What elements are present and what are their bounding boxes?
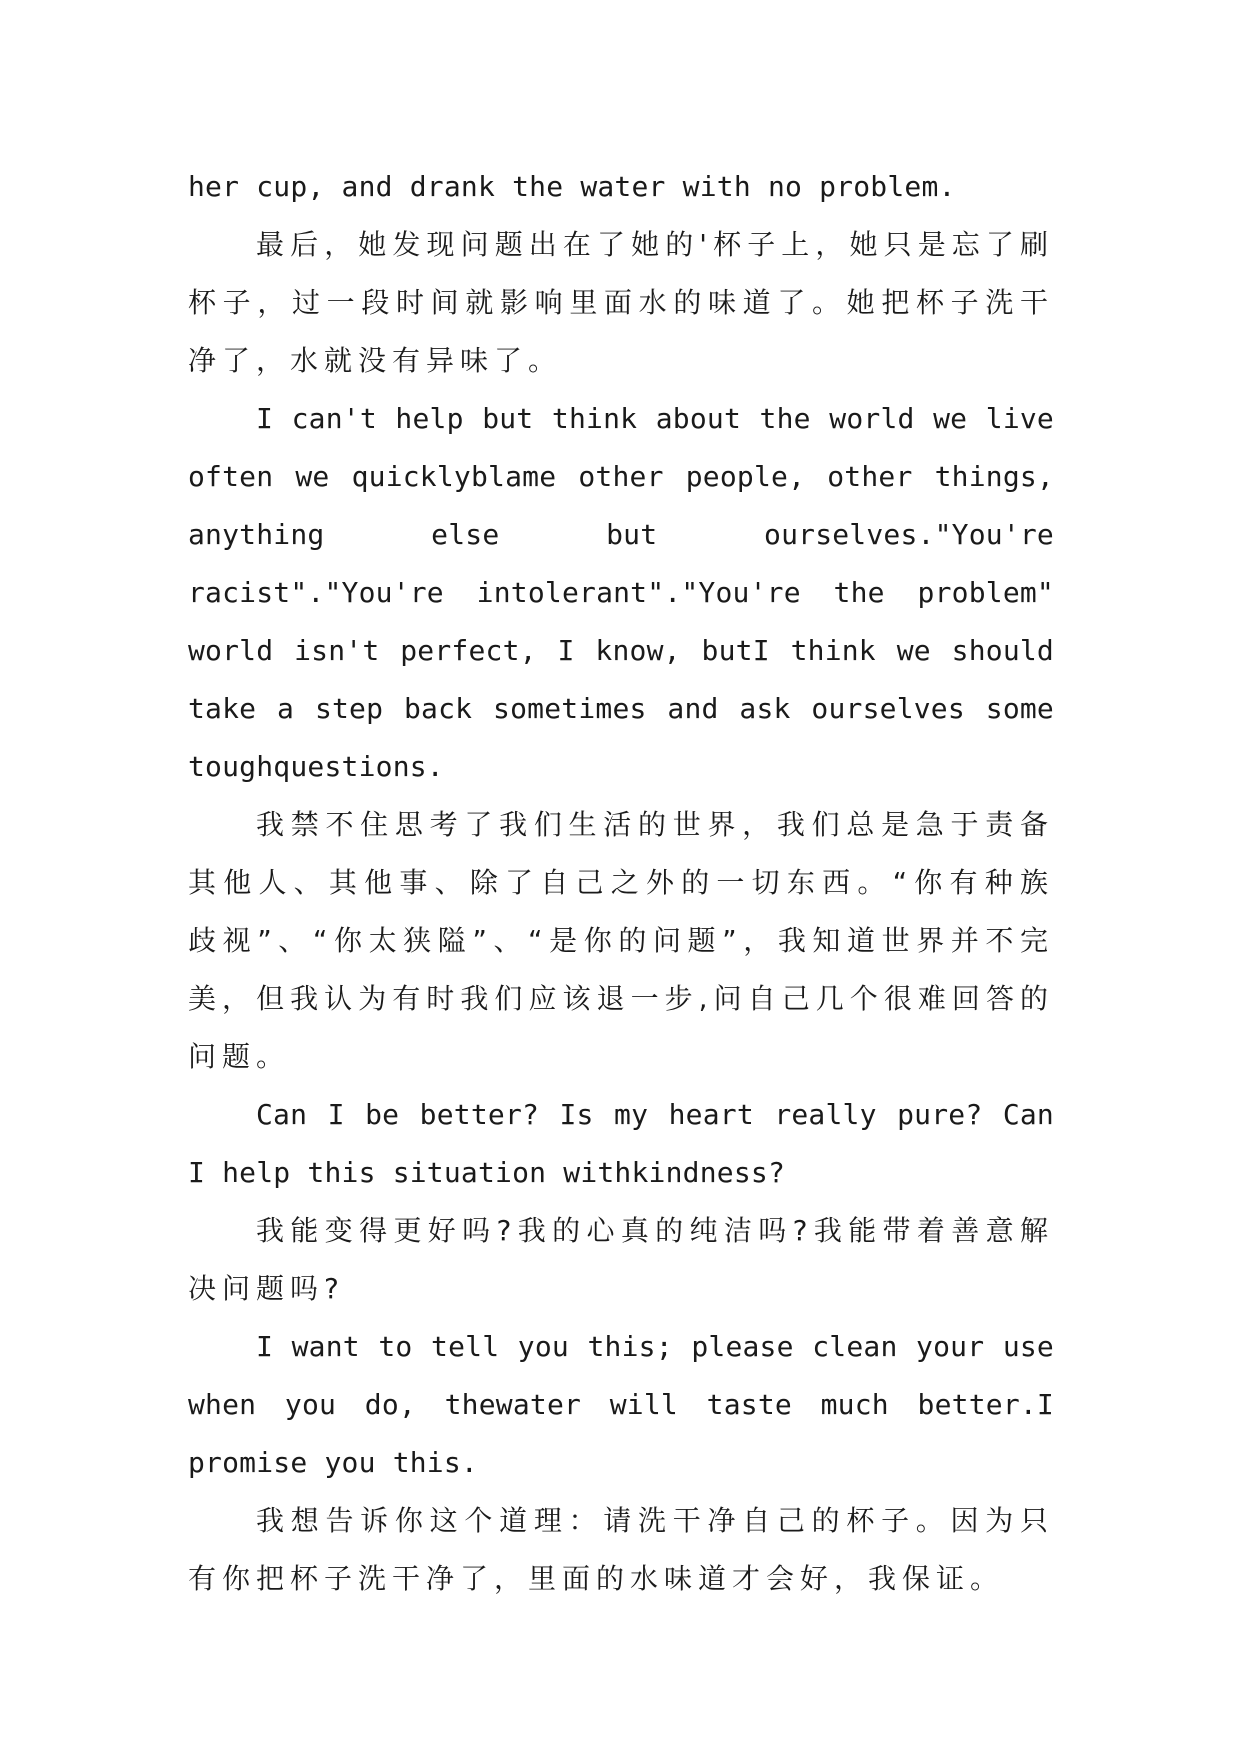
paragraph-chinese-promise: 我想告诉你这个道理：请洗干净自己的杯子。因为只有你把杯子洗干净了，里面的水味道才会好，我保证。 — [188, 1504, 1054, 1595]
paragraph-english-promise: I want to tell you this; please clean your use when you do, thewater will taste much better.I promise you this. — [188, 1330, 1054, 1479]
paragraph-continuation: her cup, and drank the water with no problem. — [188, 170, 956, 203]
paragraph-chinese-world: 我禁不住思考了我们生活的世界，我们总是急于责备其他人、其他事、除了自己之外的一切东西。“你有种族歧视”、“你太狭隘”、“是你的问题”，我知道世界并不完美，但我认为有时我们应该退一步,问自己几个很难回答的问题。 — [188, 808, 1054, 1073]
paragraph-chinese-cup: 最后，她发现问题出在了她的'杯子上，她只是忘了刷杯子，过一段时间就影响里面水的味道了。她把杯子洗干净了，水就没有异味了。 — [188, 228, 1054, 377]
document-body — [188, 158, 1054, 1608]
paragraph-chinese-questions: 我能变得更好吗?我的心真的纯洁吗?我能带着善意解决问题吗? — [188, 1214, 1054, 1305]
paragraph-english-questions: Can I be better? Is my heart really pure? Can I help this situation withkindness? — [188, 1098, 1054, 1189]
paragraph-english-world: I can't help but think about the world we live often we quicklyblame other people, other things, anything else but ourselves."You're racist"."You're intolerant"."You're the problem" world isn't perfect, I know, butI think we should take a step back sometimes and ask ourselves some toughquestions. — [188, 402, 1054, 783]
